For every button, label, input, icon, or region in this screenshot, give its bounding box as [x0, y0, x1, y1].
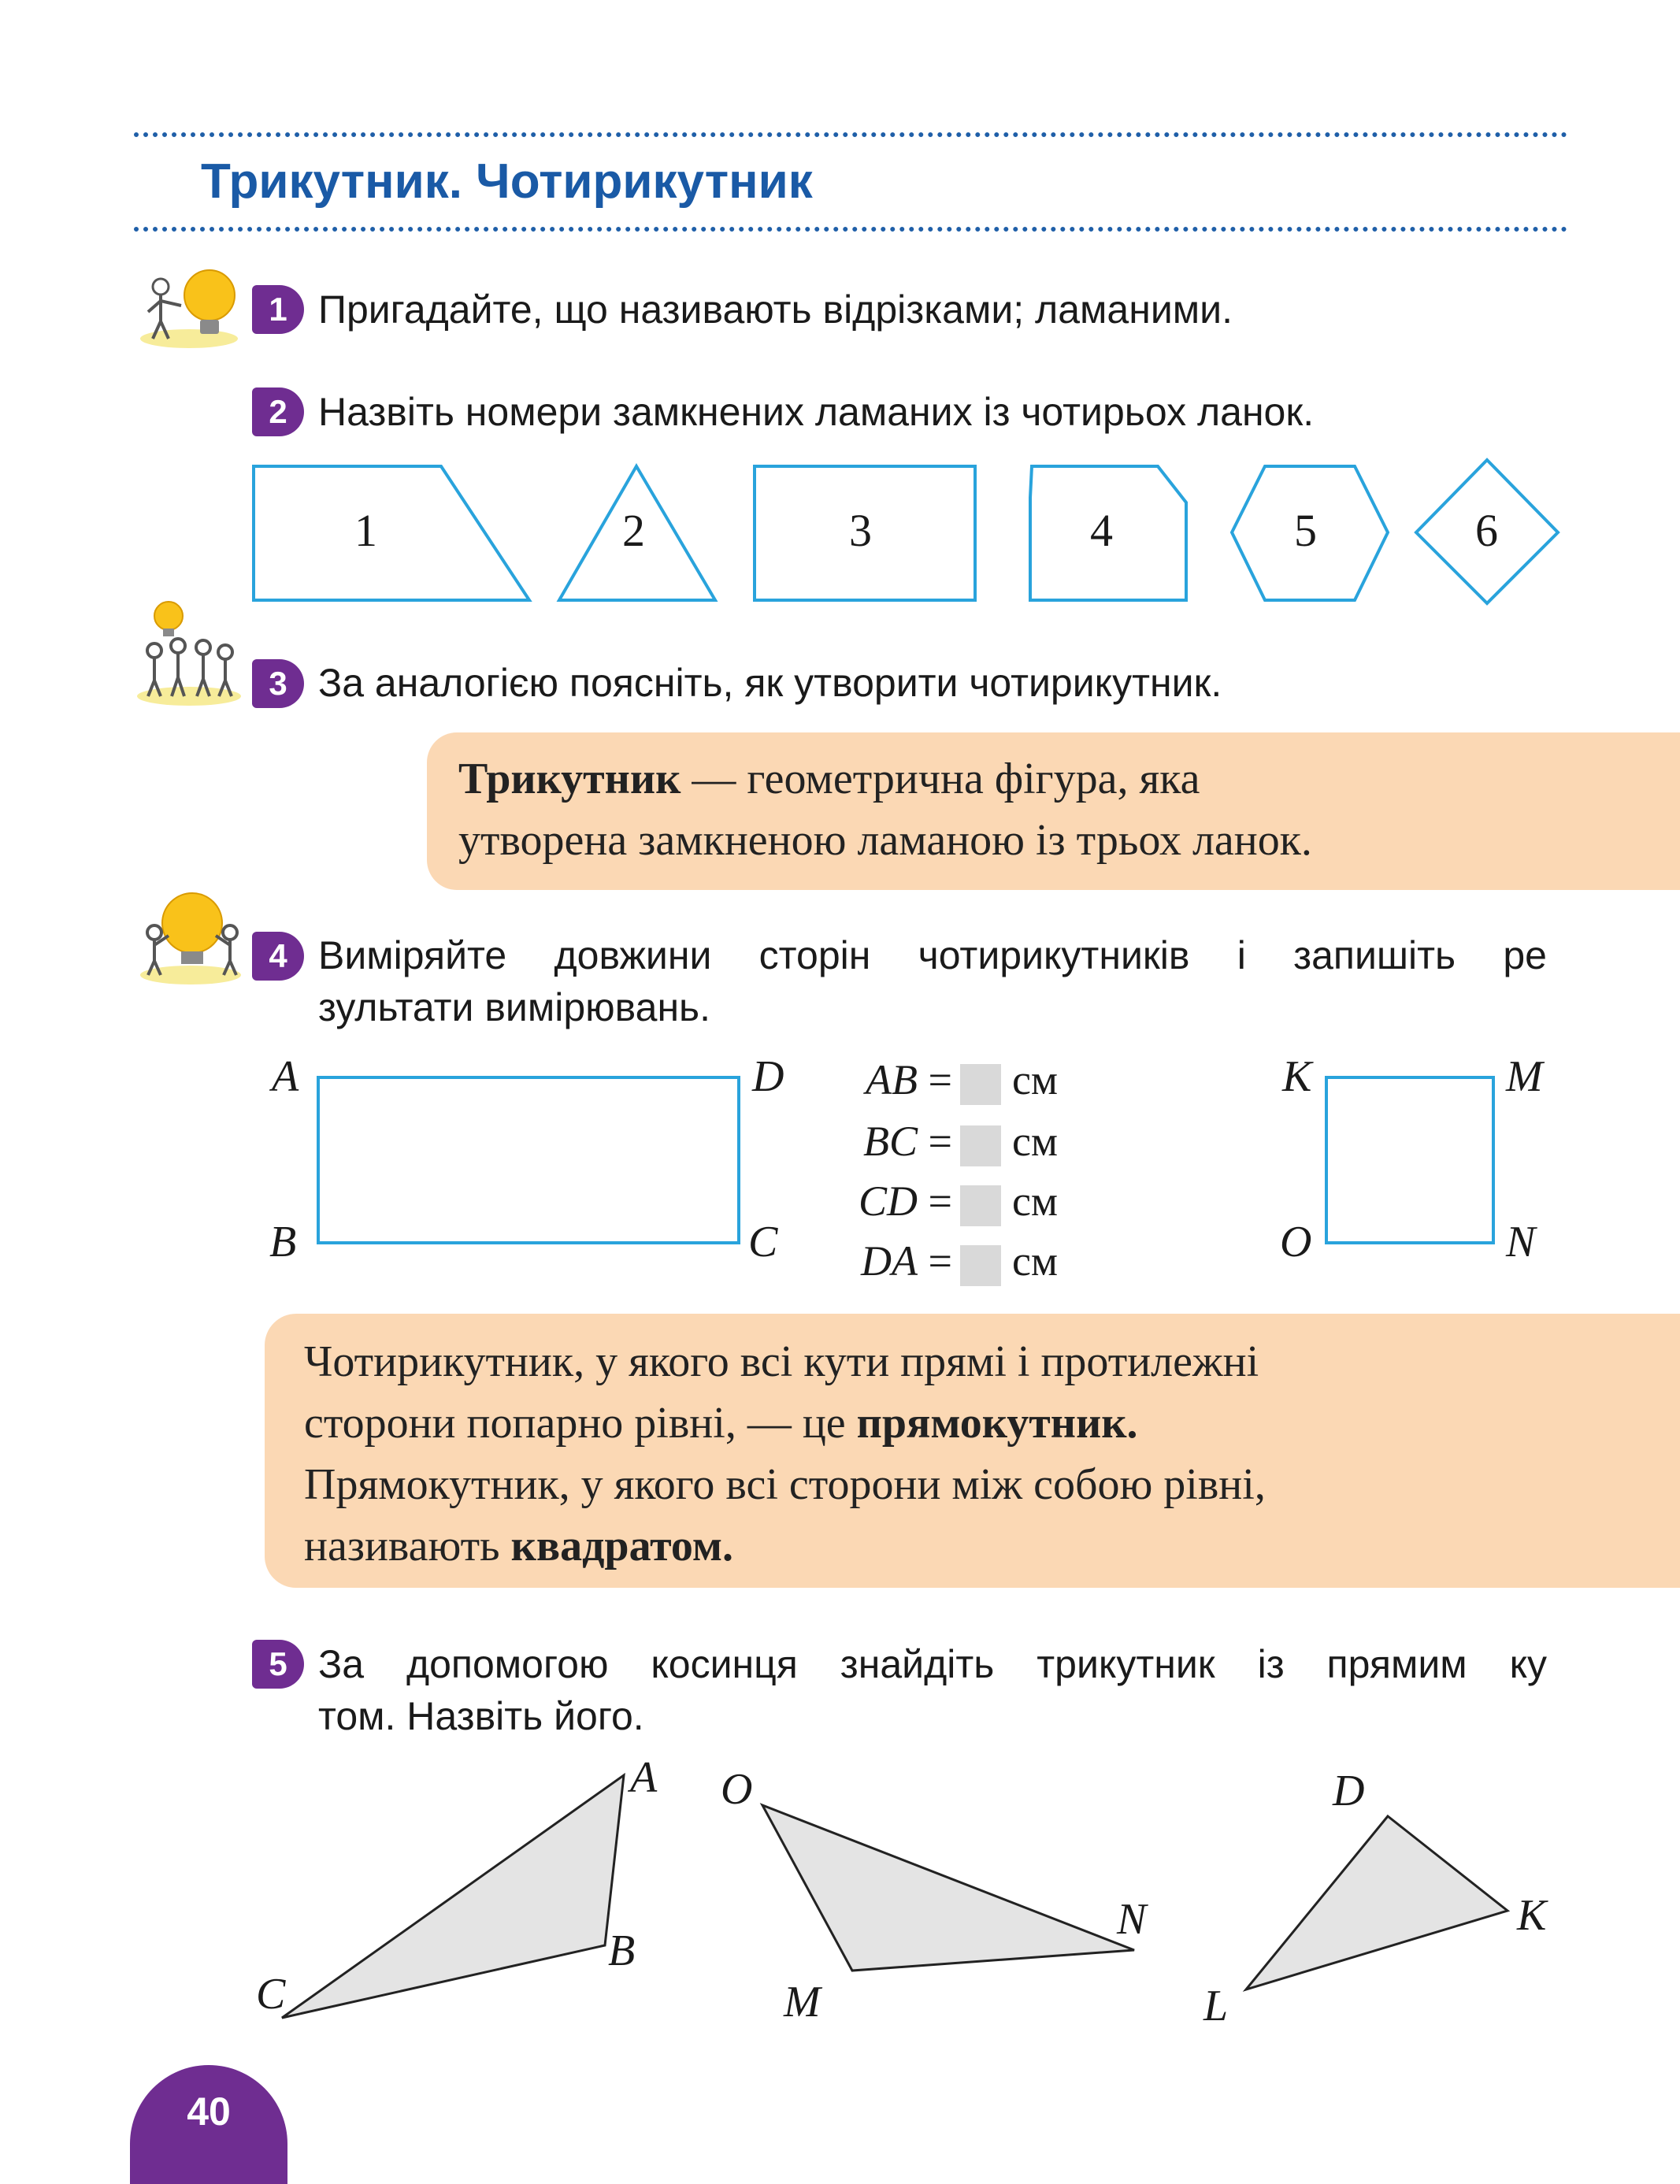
answer-box-bc[interactable] — [960, 1125, 1001, 1166]
task-1-text: Пригадайте, що називають відрізками; ламаними. — [318, 287, 1233, 332]
page-number-tab — [130, 2065, 287, 2184]
task-number-4: 4 — [252, 932, 304, 981]
rule-2-term-square: квадратом. — [510, 1522, 733, 1570]
tri-vertex-n: N — [1117, 1895, 1147, 1944]
square-kmno — [1323, 1074, 1501, 1249]
rule-2-line4: називають — [304, 1522, 511, 1570]
tri-vertex-k: K — [1517, 1891, 1547, 1940]
answer-box-da[interactable] — [960, 1245, 1001, 1286]
task-number-1: 1 — [252, 285, 304, 334]
task-4-text-line2: зультати вимірювань. — [318, 985, 710, 1029]
task-2-text: Назвіть номери замкнених ламаних із чотирьох ланок. — [318, 390, 1315, 434]
rule-1-text-line1: — геометрична фігура, яка — [681, 755, 1200, 803]
task-5-text-line1: За допомогою косинця знайдіть трикутник із прямим ку — [318, 1642, 1547, 1686]
shape-1-label: 1 — [354, 505, 377, 556]
task-number-5: 5 — [252, 1640, 304, 1689]
answer-box-cd[interactable] — [960, 1185, 1001, 1226]
page-number: 40 — [187, 2089, 231, 2134]
measure-ab: AB = см — [866, 1056, 1059, 1103]
rule-triangle-definition — [427, 732, 1680, 890]
tri-vertex-c: C — [256, 1970, 286, 2019]
task-number-3: 3 — [252, 659, 304, 708]
tri-vertex-a: A — [630, 1753, 658, 1802]
task-5-text-line2: том. Назвіть його. — [318, 1694, 644, 1738]
tri-vertex-d: D — [1333, 1767, 1365, 1815]
measure-bc: BC = см — [862, 1118, 1059, 1165]
triangle-omn — [762, 1805, 1134, 1971]
rect-vertex-d: D — [752, 1052, 784, 1101]
task-number-2: 2 — [252, 387, 304, 436]
task-4-text-line1: Виміряйте довжини сторін чотирикутників і запишіть ре — [318, 933, 1547, 977]
tri-vertex-o: O — [721, 1765, 753, 1814]
rect-vertex-a: A — [272, 1052, 299, 1101]
shape-6-label: 6 — [1475, 505, 1498, 556]
answer-box-ab[interactable] — [960, 1064, 1001, 1105]
square-vertex-k: K — [1282, 1052, 1312, 1101]
tri-vertex-b: B — [608, 1926, 636, 1975]
rule-2-line3: Прямокутник, у якого всі сторони між собою рівні, — [304, 1460, 1266, 1509]
shape-4-label: 4 — [1090, 505, 1113, 556]
tri-vertex-m: M — [784, 1978, 821, 2026]
square-vertex-n: N — [1506, 1218, 1536, 1266]
rectangle-abcd — [315, 1074, 745, 1249]
rect-vertex-b: B — [269, 1218, 297, 1266]
shape-1-trapezoid — [254, 466, 529, 600]
rule-1-term: Трикутник — [458, 755, 681, 803]
square-vertex-m: M — [1506, 1052, 1543, 1101]
header-dots-bottom — [134, 227, 1567, 232]
triangle-abc — [282, 1775, 624, 2018]
tri-vertex-l: L — [1203, 1982, 1229, 2030]
rule-1-text-line2: утворена замкненою ламаною із трьох ланок. — [458, 816, 1312, 865]
triangles-row — [236, 1748, 1575, 2032]
triangle-dkl — [1246, 1816, 1508, 1989]
shape-2-label: 2 — [622, 505, 645, 556]
rule-2-line2: сторони попарно рівні, — це — [304, 1399, 857, 1448]
task-3-text: За аналогією поясніть, як утворити чотирикутник. — [318, 661, 1222, 705]
shape-3-label: 3 — [849, 505, 872, 556]
measure-da: DA = см — [861, 1237, 1059, 1285]
lightbulb-group-icon — [132, 599, 247, 709]
lightbulb-pair-icon — [134, 888, 248, 987]
rule-rectangle-square-definition — [265, 1314, 1680, 1588]
rect-vertex-c: C — [748, 1218, 778, 1266]
measure-cd: CD = см — [858, 1177, 1059, 1225]
rule-2-line1: Чотирикутник, у якого всі кути прямі і протилежні — [304, 1337, 1259, 1386]
rule-2-term-rectangle: прямокутник. — [856, 1399, 1138, 1448]
square-vertex-o: O — [1280, 1218, 1312, 1266]
polyline-shapes-row — [236, 449, 1575, 606]
header-dots-top — [134, 132, 1567, 137]
lightbulb-person-icon — [134, 260, 244, 350]
shape-5-label: 5 — [1294, 505, 1317, 556]
page-title: Трикутник. Чотирикутник — [201, 154, 813, 209]
